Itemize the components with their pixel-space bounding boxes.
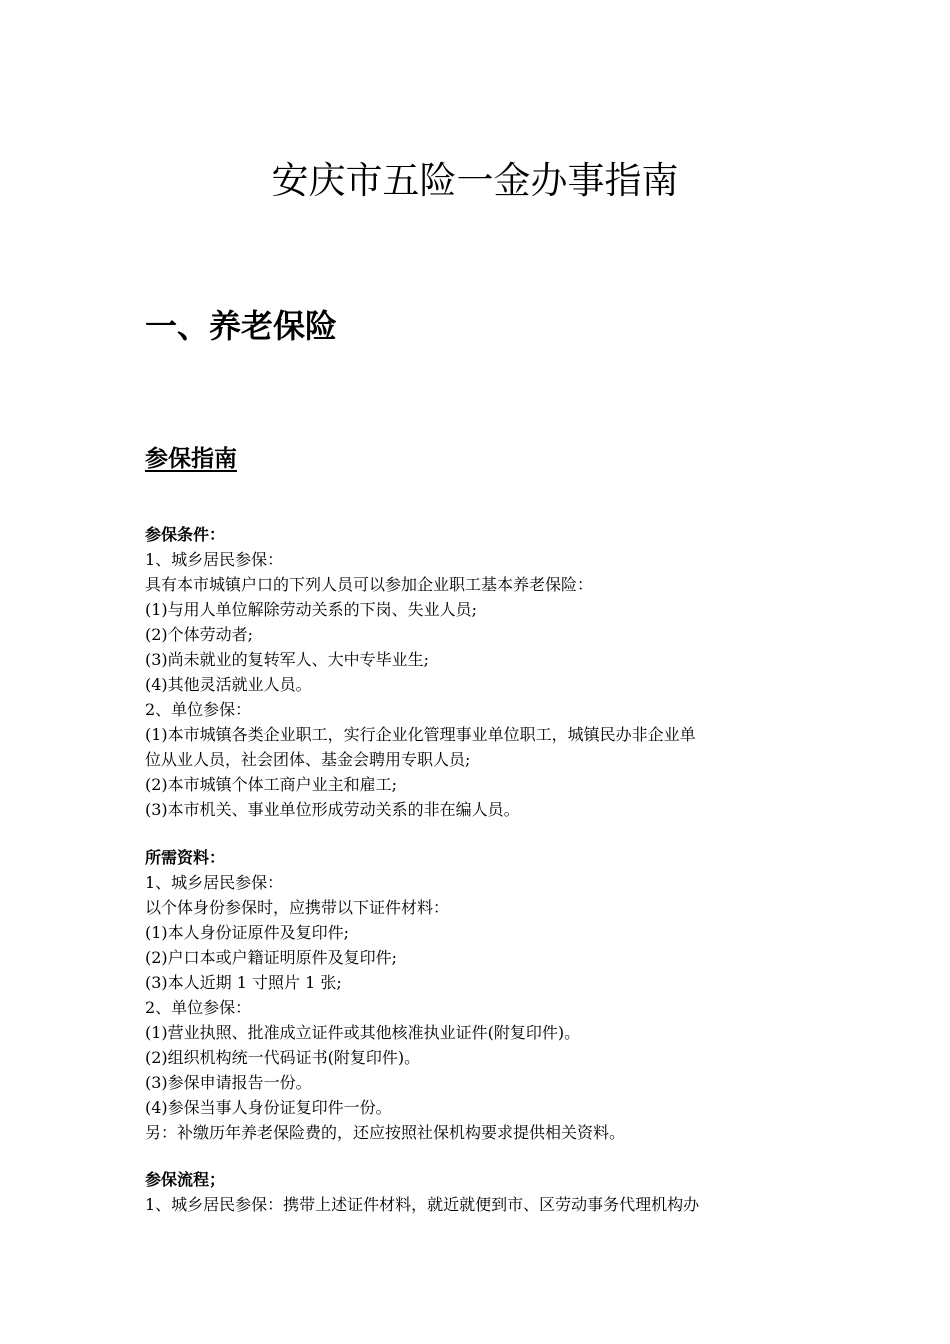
conditions-heading: 参保条件： [145, 525, 226, 544]
materials-line: (1)营业执照、批准成立证件或其他核准执业证件(附复印件)。 [145, 1023, 581, 1042]
materials-line: 以个体身份参保时，应携带以下证件材料： [145, 898, 450, 917]
materials-line: 另：补缴历年养老保险费的，还应按照社保机构要求提供相关资料。 [145, 1123, 626, 1142]
conditions-line: (3)尚未就业的复转军人、大中专毕业生; [145, 650, 430, 669]
process-block [145, 1167, 815, 1217]
subsection-heading: 参保指南 [145, 445, 237, 472]
section-heading: 一、养老保险 [145, 307, 338, 345]
materials-block [145, 845, 815, 1145]
materials-line: (3)本人近期 1 寸照片 1 张; [145, 973, 342, 992]
materials-heading: 所需资料： [145, 848, 226, 867]
conditions-line: (1)本市城镇各类企业职工，实行企业化管理事业单位职工，城镇民办非企业单 [145, 725, 696, 744]
conditions-line: (3)本市机关、事业单位形成劳动关系的非在编人员。 [145, 800, 520, 819]
materials-line: 2、单位参保： [145, 998, 252, 1017]
conditions-line: (2)个体劳动者; [145, 625, 254, 644]
conditions-line: 1、城乡居民参保： [145, 550, 284, 569]
document-title: 安庆市五险一金办事指南 [271, 159, 679, 202]
conditions-line: (4)其他灵活就业人员。 [145, 675, 312, 694]
materials-line: (2)户口本或户籍证明原件及复印件; [145, 948, 398, 967]
conditions-line: (1)与用人单位解除劳动关系的下岗、失业人员; [145, 600, 478, 619]
materials-line: (1)本人身份证原件及复印件; [145, 923, 350, 942]
process-heading: 参保流程； [145, 1170, 226, 1189]
materials-line: (3)参保申请报告一份。 [145, 1073, 312, 1092]
materials-line: (2)组织机构统一代码证书(附复印件)。 [145, 1048, 421, 1067]
conditions-line: (2)本市城镇个体工商户业主和雇工; [145, 775, 398, 794]
materials-line: (4)参保当事人身份证复印件一份。 [145, 1098, 392, 1117]
conditions-block [145, 522, 815, 822]
materials-line: 1、城乡居民参保： [145, 873, 284, 892]
process-line: 1、城乡居民参保：携带上述证件材料，就近就便到市、区劳动事务代理机构办 [145, 1195, 700, 1214]
conditions-line: 位从业人员，社会团体、基金会聘用专职人员; [145, 750, 471, 769]
conditions-line: 具有本市城镇户口的下列人员可以参加企业职工基本养老保险： [145, 575, 594, 594]
conditions-line: 2、单位参保： [145, 700, 252, 719]
